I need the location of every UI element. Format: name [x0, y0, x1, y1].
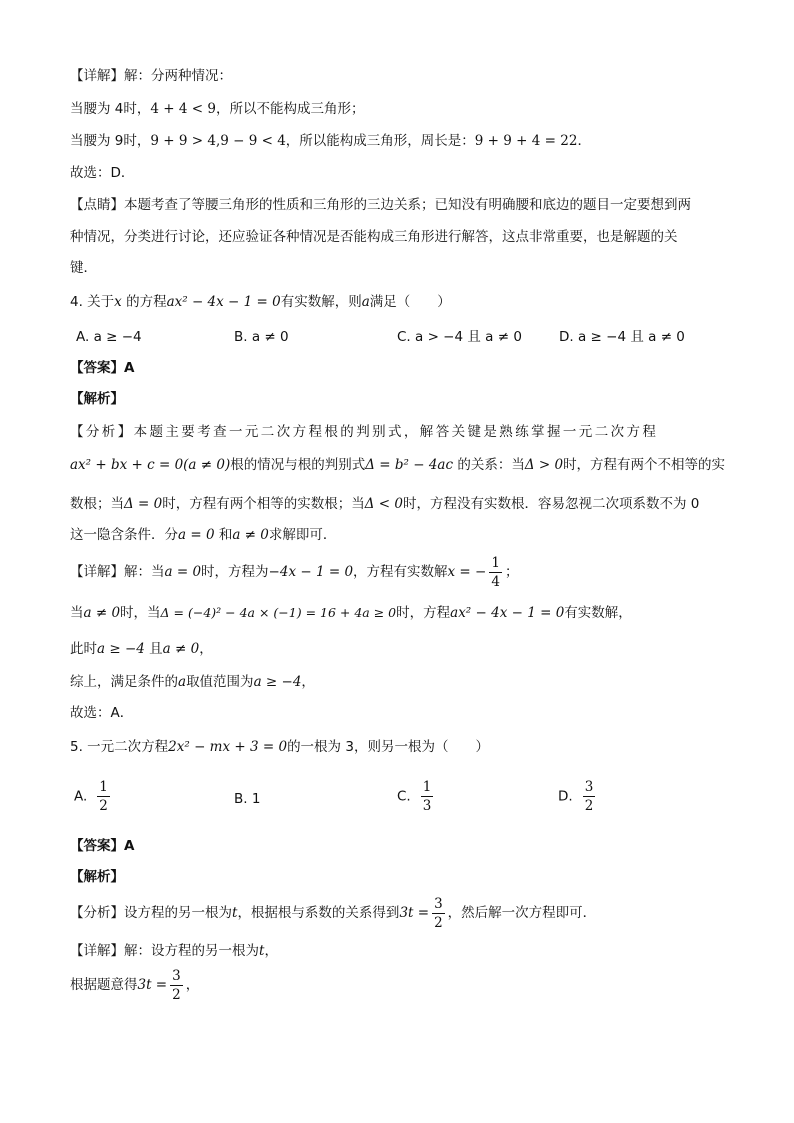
- text: 的关系：当: [453, 457, 525, 473]
- text: ，: [185, 977, 200, 993]
- option-label: A.: [74, 788, 88, 805]
- q5-answer: 【答案】A: [70, 838, 135, 854]
- math: a ≠ 0: [232, 527, 269, 543]
- q4-option-b: B. a ≠ 0: [234, 329, 289, 345]
- math: Δ = b² − 4ac: [365, 457, 454, 473]
- comment-line-2: [70, 227, 678, 247]
- fraction: [489, 554, 502, 591]
- q4-detail-line-1: [70, 552, 518, 592]
- text: 和: [214, 527, 233, 543]
- solution-detail-heading: [70, 66, 232, 86]
- text: ，: [199, 641, 213, 657]
- q4-analysis-line-2: [70, 455, 725, 475]
- text: ．: [577, 133, 591, 149]
- text: 满足（ ）: [369, 294, 451, 310]
- text: 当腰为 4时，: [70, 101, 151, 117]
- q4-analysis-line-4: [70, 525, 336, 545]
- text: 4. 关于: [70, 294, 115, 310]
- text: 当: [70, 605, 84, 621]
- text: 求解即可．: [268, 527, 337, 543]
- math: 3t =: [399, 905, 430, 921]
- text: 综上，满足条件的: [70, 674, 178, 690]
- denominator: 2: [99, 798, 108, 814]
- math: Δ < 0: [364, 496, 403, 512]
- text: 时，方程为: [201, 564, 269, 580]
- q4-detail-line-3: [70, 639, 213, 659]
- q4-analysis-line-1: 【分析】本题主要考查一元二次方程根的判别式，解答关键是熟练掌握一元二次方程: [70, 424, 659, 440]
- text: ，根据根与系数的关系得到: [237, 905, 400, 921]
- math: x: [114, 294, 122, 310]
- comment-line-3: [70, 258, 97, 278]
- text: 【分析】设方程的另一根为: [70, 905, 232, 921]
- math: Δ = 0: [124, 496, 163, 512]
- text: 取值范围为: [186, 674, 254, 690]
- option-label: D.: [558, 788, 573, 805]
- math: Δ > 0: [524, 457, 564, 473]
- math: a ≥ −4: [253, 674, 302, 690]
- text: 时，方程: [396, 605, 451, 621]
- text: 种情况，分类进行讨论，还应验证各种情况是否能构成三角形进行解答，这点非常重要，也是解题的关: [70, 229, 678, 245]
- math: 3t =: [137, 977, 168, 993]
- denominator: 2: [584, 798, 594, 814]
- math: a = 0: [164, 564, 202, 580]
- denominator: 2: [172, 986, 181, 1003]
- fraction: [170, 967, 183, 1004]
- numerator: 1: [491, 554, 500, 571]
- q5-option-a: [74, 778, 113, 815]
- q5-option-b: B. 1: [234, 791, 261, 807]
- fraction: [432, 895, 445, 932]
- denominator: 4: [491, 573, 500, 590]
- text: 【详解】解：设方程的另一根为: [70, 943, 259, 959]
- text: 【详解】解：分两种情况：: [70, 68, 232, 84]
- math: a: [361, 294, 370, 310]
- q4-analysis-heading: 【解析】: [70, 391, 124, 407]
- text: ，所以能构成三角形，周长是：: [285, 133, 475, 149]
- case-leg-4: [70, 99, 364, 119]
- q5-analysis-heading: 【解析】: [70, 869, 124, 885]
- text: ，: [264, 943, 278, 959]
- math: a = 0: [178, 527, 215, 543]
- text: 且: [144, 641, 163, 657]
- text: 此时: [70, 641, 97, 657]
- text: ，: [301, 674, 315, 690]
- text: 故选：D．: [70, 165, 135, 181]
- q4-stem: [70, 292, 451, 312]
- choice-line: [70, 163, 134, 183]
- text: 这一隐含条件．分: [70, 527, 178, 543]
- case-leg-9: [70, 131, 591, 151]
- q4-choice-line: 故选：A．: [70, 705, 134, 721]
- math: 9 + 9 + 4 = 22: [474, 133, 578, 149]
- math: a: [178, 674, 187, 690]
- q5-option-d: [558, 778, 598, 815]
- q4-detail-line-2: [70, 603, 632, 623]
- numerator: 3: [584, 779, 594, 795]
- math: t: [259, 943, 265, 959]
- q5-option-c: [397, 778, 436, 815]
- fraction: [583, 778, 596, 815]
- text: 当腰为 9时，: [70, 133, 151, 149]
- text: 有实数解，则: [280, 294, 362, 310]
- text: 时，方程有两个不相等的实: [563, 457, 726, 473]
- math: 4 + 4 < 9: [150, 101, 216, 117]
- text: ，方程有实数解: [353, 564, 448, 580]
- q5-detail-line-1: [70, 941, 278, 961]
- text: 时，方程没有实数根．容易忽视二次项系数不为 0: [402, 496, 700, 512]
- q4-option-d: D. a ≥ −4 且 a ≠ 0: [559, 329, 685, 345]
- q4-option-c: C. a > −4 且 a ≠ 0: [397, 329, 522, 345]
- comment-line-1: [70, 195, 691, 215]
- text: 的一根为 3，则另一根为（ ）: [287, 739, 489, 755]
- text: 键．: [70, 260, 97, 276]
- option-label: C.: [397, 788, 411, 805]
- text: 时，当: [120, 605, 161, 621]
- math: −4x − 1 = 0: [268, 564, 354, 580]
- text: 的方程: [121, 294, 167, 310]
- math: ax² − 4x − 1 = 0: [450, 605, 565, 621]
- text: 5. 一元二次方程: [70, 739, 169, 755]
- fraction: [97, 778, 110, 815]
- math: a ≥ −4: [97, 641, 145, 657]
- text: 【点睛】本题考查了等腰三角形的性质和三角形的三边关系；已知没有明确腰和底边的题目一定要想到两: [70, 197, 691, 213]
- q4-option-a: A. a ≥ −4: [76, 329, 142, 345]
- q5-detail-line-2: [70, 964, 199, 1006]
- text: 时，方程有两个相等的实数根；当: [162, 496, 365, 512]
- numerator: 1: [422, 779, 432, 795]
- math: a ≠ 0: [83, 605, 121, 621]
- math: t: [232, 905, 238, 921]
- text: 数根；当: [70, 496, 124, 512]
- math: a ≠ 0: [162, 641, 200, 657]
- text: 有实数解，: [564, 605, 632, 621]
- q5-analysis-line: [70, 892, 596, 934]
- numerator: 1: [99, 779, 108, 795]
- text: ，然后解一次方程即可．: [447, 905, 597, 921]
- math: 9 + 9 > 4,9 − 9 < 4: [150, 133, 286, 149]
- text: ；: [504, 564, 519, 580]
- math: ax² + bx + c = 0(a ≠ 0): [70, 457, 231, 473]
- math: Δ = (−4)² − 4a × (−1) = 16 + 4a ≥ 0: [160, 605, 397, 620]
- math: x = −: [447, 564, 487, 580]
- text: 【详解】解：当: [70, 564, 165, 580]
- text: 根的情况与根的判别式: [230, 457, 366, 473]
- math: ax² − 4x − 1 = 0: [166, 294, 281, 310]
- q4-detail-line-4: [70, 672, 315, 692]
- math: 2x² − mx + 3 = 0: [168, 739, 288, 755]
- q4-analysis-line-3: [70, 494, 699, 514]
- denominator: 2: [434, 914, 443, 931]
- text: ，所以不能构成三角形；: [215, 101, 365, 117]
- text: 根据题意得: [70, 977, 138, 993]
- numerator: 3: [172, 967, 181, 984]
- q5-stem: [70, 737, 489, 757]
- denominator: 3: [422, 798, 432, 814]
- fraction: [421, 778, 434, 815]
- numerator: 3: [434, 895, 443, 912]
- q4-answer: 【答案】A: [70, 360, 135, 376]
